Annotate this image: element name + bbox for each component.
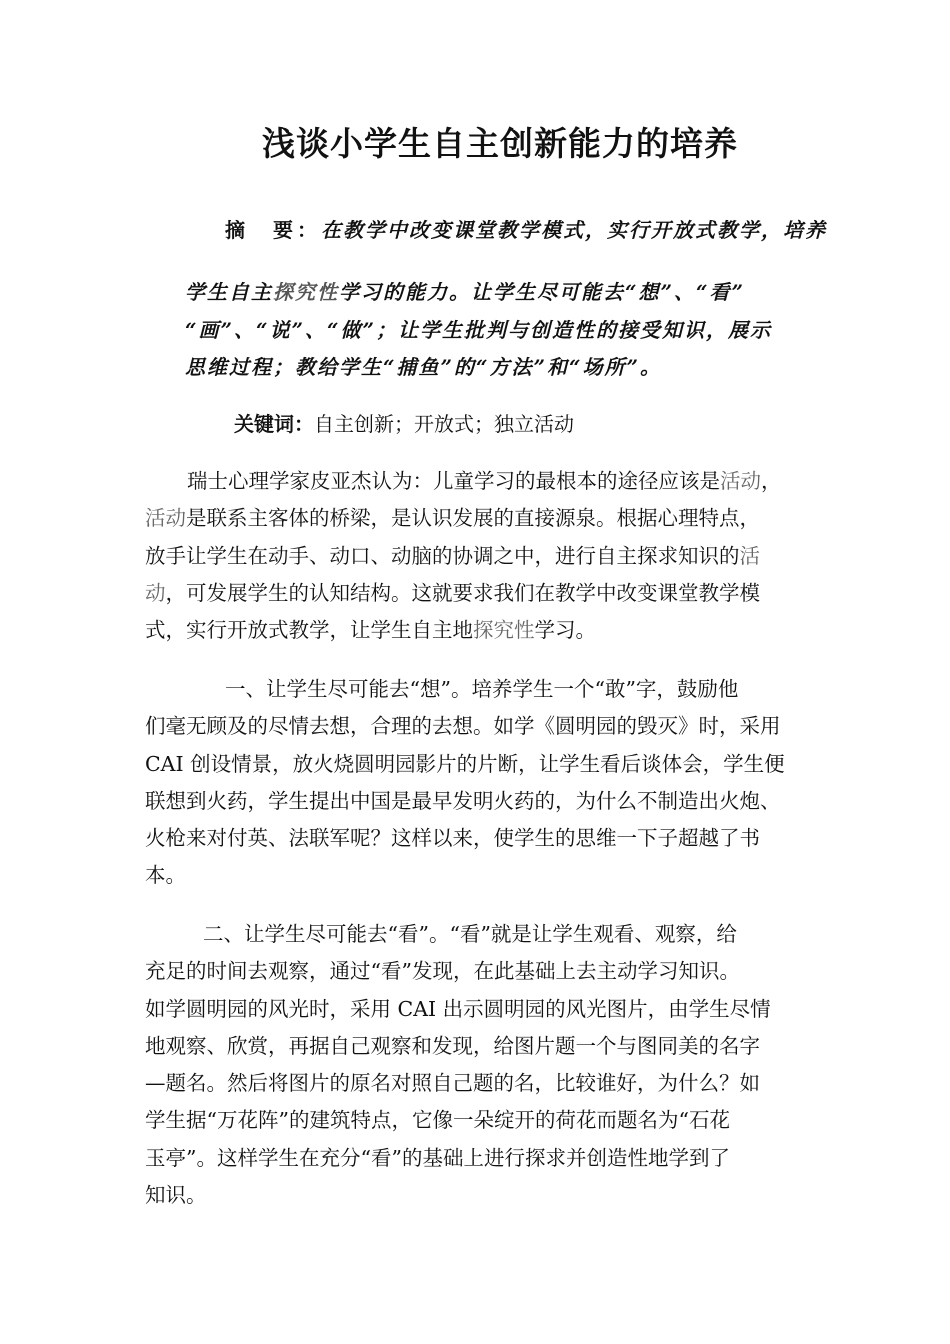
section-1-line: CAI 创设情景，放火烧圆明园影片的片断，让学生看后谈体会，学生便 [145,751,785,776]
keywords [234,408,574,437]
abstract-line-4 [185,351,662,380]
section-2-line: —题名。然后将图片的原名对照自己题的名，比较谁好，为什么？如 [145,1071,760,1096]
abstract-line-3 [185,314,772,343]
section-2-line: 如学圆明园的风光时，采用 CAI 出示圆明园的风光图片，由学生尽情 [145,996,771,1021]
abstract-line-1 [225,214,827,243]
abstract-text-4: 思维过程；教给学生“捕鱼”的“方法”和“场所”。 [185,355,663,379]
intro-text: 是联系主客体的桥梁，是认识发展的直接源泉。根据心理特点， [186,506,760,531]
intro-paragraph [145,463,825,649]
intro-line [145,612,825,649]
keywords-label: 关键词： [234,412,314,436]
document-title: 浅谈小学生自主创新能力的培养 [262,124,738,163]
section-2-paragraph [145,916,825,1214]
section-2-line: 学生据“万花阵”的建筑特点，它像一朵绽开的荷花而题名为“石花 [145,1108,730,1133]
section-2-line: 地观察、欣赏，再据自己观察和发现，给图片题一个与图同美的名字 [145,1033,760,1058]
section-1-line: 一、让学生尽可能去“想”。培养学生一个“敢”字，鼓励他 [225,677,739,701]
abstract-text-2a: 学生自主 [185,280,273,304]
intro-text: ， [761,469,782,493]
intro-text: 放手让学生在动手、动口、动脑的协调之中，进行自主探求知识的 [145,543,740,568]
section-1-line: 火枪来对付英、法联军呢？这样以来，使学生的思维一下子超越了书 [145,826,760,851]
intro-line [145,500,825,537]
intro-highlight: 探究性 [473,618,535,643]
section-1-line: 联想到火药，学生提出中国是最早发明火药的，为什么不制造出火炮、 [145,788,781,813]
intro-line [145,463,825,500]
section-2-line: 玉亭”。这样学生在充分“看”的基础上进行探求并创造性地学到了 [145,1145,730,1170]
intro-text: 瑞士心理学家皮亚杰认为：儿童学习的最根本的途径应该是 [187,469,720,493]
intro-text: 式，实行开放式教学，让学生自主地 [145,618,473,643]
abstract-text-1: 在教学中改变课堂教学模式，实行开放式教学，培养 [321,218,827,242]
intro-highlight: 活动 [720,469,761,493]
abstract-text-2c: 学习的能力。让学生尽可能去“想”、“看” [339,280,746,304]
intro-line [145,538,825,575]
section-1-paragraph [145,671,825,895]
section-2-line: 充足的时间去观察，通过“看”发现，在此基础上去主动学习知识。 [145,959,740,984]
section-1-line: 本。 [145,863,186,888]
abstract-line-2 [185,276,745,305]
intro-highlight: 活动 [145,506,186,531]
intro-text: 学习。 [534,618,596,643]
abstract-text-3: “画”、“说”、“做”；让学生批判与创造性的接受知识，展示 [185,318,773,342]
abstract-highlight: 探究性 [273,280,339,304]
keywords-text: 自主创新；开放式；独立活动 [314,412,574,436]
intro-highlight: 动 [145,580,166,605]
section-2-line: 二、让学生尽可能去“看”。“看”就是让学生观看、观察，给 [203,922,737,946]
intro-text: ，可发展学生的认知结构。这就要求我们在教学中改变课堂教学模 [165,580,760,605]
section-1-line: 们毫无顾及的尽情去想，合理的去想。如学《圆明园的毁灭》时，采用 [145,714,781,739]
abstract-label: 摘 要： [225,218,321,242]
section-2-line: 知识。 [145,1183,207,1208]
intro-line [145,575,825,612]
intro-highlight: 活 [739,543,760,568]
